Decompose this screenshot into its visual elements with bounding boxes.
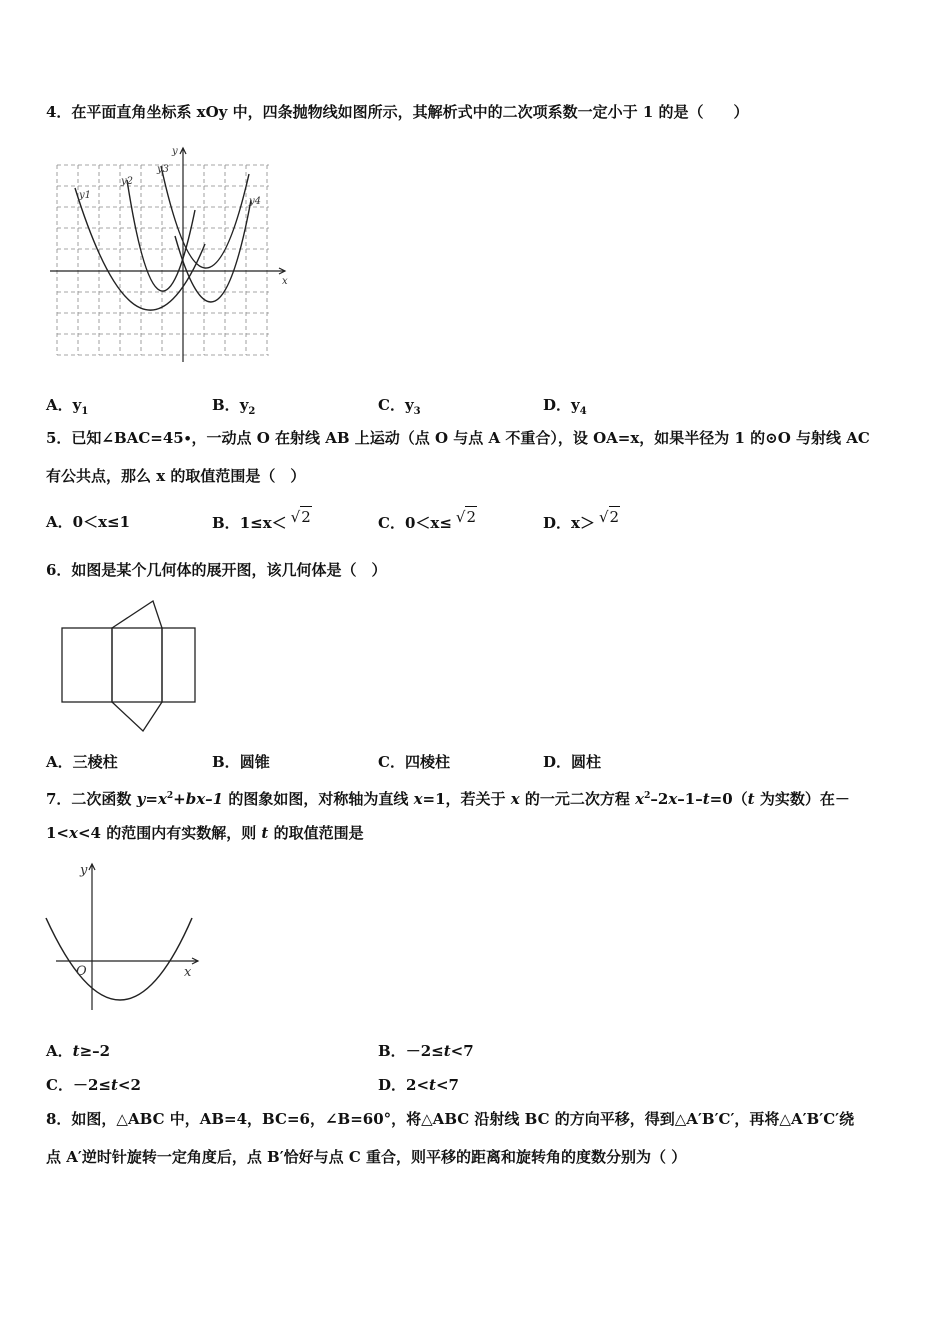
x-axis-label: x <box>282 276 288 287</box>
parabola-y3 <box>161 166 249 268</box>
net-rect-left <box>62 628 112 702</box>
q4-option-c[interactable]: C．$y_3$ <box>378 396 421 417</box>
q5-stem-line2: 有公共点，那么 x 的取值范围是（ ） <box>46 467 306 485</box>
q6-option-d[interactable]: D．圆柱 <box>543 753 602 771</box>
q6-option-a[interactable]: A．三棱柱 <box>46 753 118 771</box>
y-axis-label: y <box>172 146 178 157</box>
q4-parabola-graph <box>45 140 295 370</box>
q7-option-a[interactable]: A．t≥–2 <box>46 1042 111 1060</box>
graph-y-label: y <box>80 863 88 878</box>
graph-origin-label: O <box>76 964 87 979</box>
q5-option-c[interactable]: C．0＜x≤ √2 <box>378 508 477 532</box>
label-y4: y4 <box>249 196 262 207</box>
q7-stem-line2: 1<x<4 的范围内有实数解，则 t 的取值范围是 <box>46 824 364 842</box>
sqrt-symbol: √2 <box>598 508 620 526</box>
q4-option-a[interactable]: A．$y_1$ <box>46 396 89 417</box>
parabola-y2 <box>127 180 195 291</box>
net-triangle-top <box>112 601 162 628</box>
net-rect-right <box>162 628 195 702</box>
q5-option-a[interactable]: A．0＜x≤1 <box>46 513 131 531</box>
q4-stem: 4．在平面直角坐标系 xOy 中，四条抛物线如图所示，其解析式中的二次项系数一定小于 1 的是（ ） <box>46 103 749 121</box>
q4-option-b[interactable]: B．$y_2$ <box>212 396 256 417</box>
label-y2: y2 <box>121 176 134 187</box>
q8-stem-line2: 点 A′逆时针旋转一定角度后，点 B′恰好与点 C 重合，则平移的距离和旋转角的度数分别为（ ） <box>46 1148 687 1166</box>
q6-option-b[interactable]: B．圆锥 <box>212 753 270 771</box>
q5-option-b[interactable]: B．1≤x＜ √2 <box>212 508 311 532</box>
q5-option-d[interactable]: D．x＞ √2 <box>543 508 620 532</box>
sqrt-symbol: √2 <box>290 508 311 526</box>
q7-parabola-graph <box>42 860 207 1020</box>
q4-option-d[interactable]: D．$y_4$ <box>543 396 587 417</box>
q8-stem-line1: 8．如图，△ABC 中，AB=4，BC=6，∠B=60°，将△ABC 沿射线 BC 的方向平移，得到△A′B′C′，再将△A′B′C′绕 <box>46 1110 855 1128</box>
q6-net-diagram <box>58 597 208 737</box>
q7-option-b[interactable]: B．－2≤t<7 <box>378 1042 474 1060</box>
label-y1: y1 <box>79 190 92 201</box>
label-y3: y3 <box>157 164 170 175</box>
parabola-curve <box>46 918 192 1000</box>
net-triangle-bottom <box>112 702 162 731</box>
graph-x-label: x <box>184 965 192 980</box>
q6-option-c[interactable]: C．四棱柱 <box>378 753 450 771</box>
q5-stem-line1: 5．已知∠BAC=45∙，一动点 O 在射线 AB 上运动（点 O 与点 A 不重合），设 OA=x，如果半径为 1 的⊙O 与射线 AC <box>46 429 870 447</box>
q7-option-d[interactable]: D．2<t<7 <box>378 1076 459 1094</box>
graph-axes <box>50 148 285 362</box>
sqrt-symbol: √2 <box>455 508 477 526</box>
q7-option-c[interactable]: C．－2≤t<2 <box>46 1076 141 1094</box>
parabola-y4 <box>175 200 251 302</box>
net-rect-middle <box>112 628 162 702</box>
q6-stem: 6．如图是某个几何体的展开图，该几何体是（ ） <box>46 561 387 579</box>
q7-stem-line1: 7．二次函数 $y=x^2+bx-1$ 的图象如图，对称轴为直线 x=1，若关于 x 的一元二次方程 $x^2-2x-1-t=0(t$ 为实数）在－ <box>46 790 850 808</box>
